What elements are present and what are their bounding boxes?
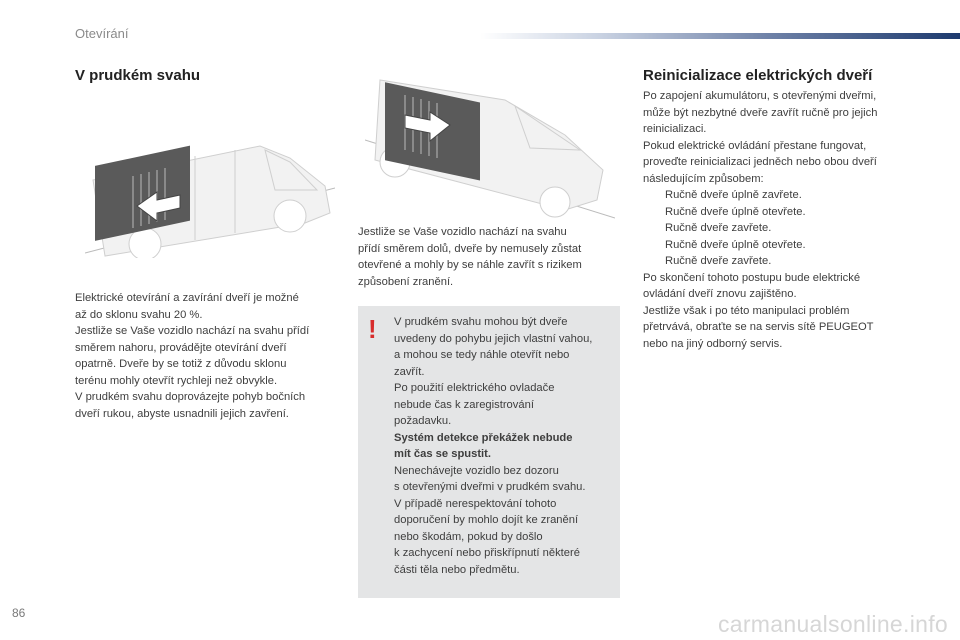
text-line: a mohou se tedy náhle otevřít nebo [394,349,570,361]
text-line: až do sklonu svahu 20 %. [75,308,203,321]
text-line: zavřít. [394,365,425,378]
bullet-text: Ručně dveře úplně otevřete. [665,238,806,251]
bold-line: mít čas se spustit. [394,448,491,460]
van-downhill-illustration [365,70,615,220]
text-line: ovládání dveří znovu zajištěno. [643,288,797,300]
text-line: přetrvává, obraťte se na servis sítě PEUGEOT [643,321,874,333]
text-line: Jestliže se Vaše vozidlo nachází na svahu [358,226,567,238]
bullet-item [643,220,913,237]
text-line: nebude čas k zaregistrování [394,398,534,411]
text-line: Po skončení tohoto postupu bude elektrické [643,271,861,284]
text-line: k zachycení nebo přiskřípnutí některé [394,547,580,559]
text-line: proveďte reinicializaci jedněch nebo obou dveří [643,156,877,168]
text-line: V prudkém svahu mohou být dveře [394,316,568,328]
text-line: směrem nahoru, provádějte otevírání dveří [75,341,287,354]
text-line: Jestliže se Vaše vozidlo nachází na svahu přídí [75,325,310,337]
text-line: dveří rukou, abyste usnadnili jejich zavření. [75,407,289,420]
text-line: Pokud elektrické ovládání přestane fungovat, [643,139,867,152]
text-line: Po zapojení akumulátoru, s otevřenými dveřmi, [643,90,877,102]
text-line: Elektrické otevírání a zavírání dveří je možné [75,292,299,304]
header-title: Otevírání [75,26,129,41]
right-heading: Reinicializace elektrických dveří [643,67,873,84]
right-text [643,88,913,352]
page-number: 86 [12,606,26,620]
bold-line: Systém detekce překážek nebude [394,431,573,444]
bullet-item [643,237,913,254]
bullet-mark-icon [643,253,665,270]
bullet-mark-icon [643,237,665,254]
bullet-item [643,187,913,204]
text-line: doporučení by mohlo dojít ke zranění [394,514,579,526]
text-line: může být nezbytné dveře zavřít ručně pro jejich [643,106,878,119]
text-line: nebo na jiný odborný servis. [643,337,783,350]
bullet-mark-icon [643,187,665,204]
watermark: carmanualsonline.info [717,611,948,637]
text-line: reinicializaci. [643,123,707,135]
bullet-text: Ručně dveře úplně otevřete. [665,205,806,218]
bullet-text: Ručně dveře zavřete. [665,255,772,267]
text-line: způsobení zranění. [358,275,454,288]
bullet-text: Ručně dveře úplně zavřete. [665,189,802,201]
warning-text [394,314,616,578]
text-line: Nenechávejte vozidlo bez dozoru [394,464,559,477]
text-line: otevřené a mohly by se náhle zavřít s rizikem [358,259,582,271]
middle-text [358,224,620,290]
text-line: Po použití elektrického ovladače [394,382,555,394]
text-line: V případě nerespektování tohoto [394,497,557,510]
bullet-item [643,253,913,270]
warning-icon: ! [368,314,377,344]
text-line: části těla nebo předmětu. [394,563,520,576]
text-line: přídí směrem dolů, dveře by nemusely zůstat [358,242,582,255]
text-line: V prudkém svahu doprovázejte pohyb bočních [75,391,306,403]
text-line: požadavku. [394,415,452,427]
text-line: uvedeny do pohybu jejich vlastní vahou, [394,332,593,345]
left-heading: V prudkém svahu [75,67,201,84]
bullet-mark-icon [643,204,665,221]
bullet-item [643,204,913,221]
text-line: následujícím způsobem: [643,172,764,185]
text-line: s otevřenými dveřmi v prudkém svahu. [394,481,586,493]
text-line: nebo škodám, pokud by došlo [394,530,543,543]
van-uphill-illustration [85,128,335,258]
warning-box [358,306,620,598]
text-line: opatrně. Dveře by se totiž z důvodu sklonu [75,358,287,370]
text-line: terénu mohly otevřít rychleji než obvykle. [75,374,278,387]
bullet-text: Ručně dveře zavřete. [665,222,772,234]
left-text [75,290,325,422]
text-line: Jestliže však i po této manipulaci problém [643,304,850,317]
bullet-mark-icon [643,220,665,237]
header-bar [480,33,960,39]
